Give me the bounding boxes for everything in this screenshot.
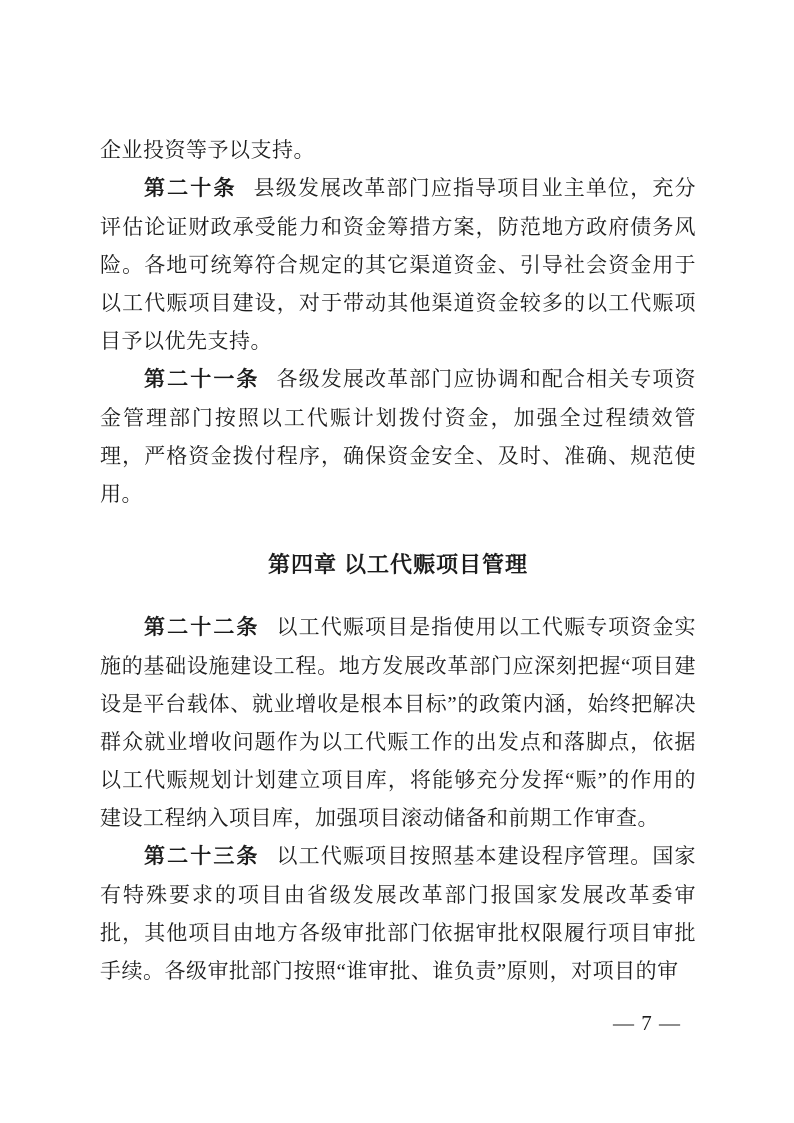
- article-21: [100, 360, 696, 513]
- article-22-number: 第二十二条: [144, 616, 260, 639]
- article-22: [100, 608, 696, 837]
- article-20-text: 县级发展改革部门应指导项目业主单位，充分评估论证财政承受能力和资金筹措方案，防范地方政府债务风险。各地可统筹符合规定的其它渠道资金、引导社会资金用于以工代赈项目建设，对于带动其他渠道资金较多的以工代赈项目予以优先支持。: [100, 176, 696, 353]
- chapter-heading: 第四章 以工代赈项目管理: [267, 552, 529, 577]
- article-22-text: 以工代赈项目是指使用以工代赈专项资金实施的基础设施建设工程。地方发展改革部门应深刻把握“项目建设是平台载体、就业增收是根本目标”的政策内涵，始终把解决群众就业增收问题作为以工代赈工作的出发点和落脚点，依据以工代赈规划计划建立项目库，将能够充分发挥“赈”的作用的建设工程纳入项目库，加强项目滚动储备和前期工作审查。: [100, 615, 697, 830]
- page-number: — 7 —: [613, 1011, 681, 1035]
- article-23-number: 第二十三条: [144, 845, 260, 868]
- paragraph-continuation: [100, 131, 696, 169]
- article-21-text: 各级发展改革部门应协调和配合相关专项资金管理部门按照以工代赈计划拨付资金，加强全过程绩效管理，严格资金拨付程序，确保资金安全、及时、准确、规范使用。: [100, 367, 697, 506]
- paragraph-text: 企业投资等予以支持。: [100, 138, 315, 162]
- article-23-text: 以工代赈项目按照基本建设程序管理。国家有特殊要求的项目由省级发展改革部门报国家发展改革委审批，其他项目由地方各级审批部门依据审批权限履行项目审批手续。各级审批部门按照“谁审批、谁负责”原则，对项目的审: [100, 844, 697, 983]
- article-20: [100, 169, 696, 360]
- article-21-number: 第二十一条: [144, 368, 260, 391]
- document-body: [100, 131, 696, 990]
- article-20-number: 第二十条: [144, 177, 237, 200]
- article-23: [100, 837, 696, 990]
